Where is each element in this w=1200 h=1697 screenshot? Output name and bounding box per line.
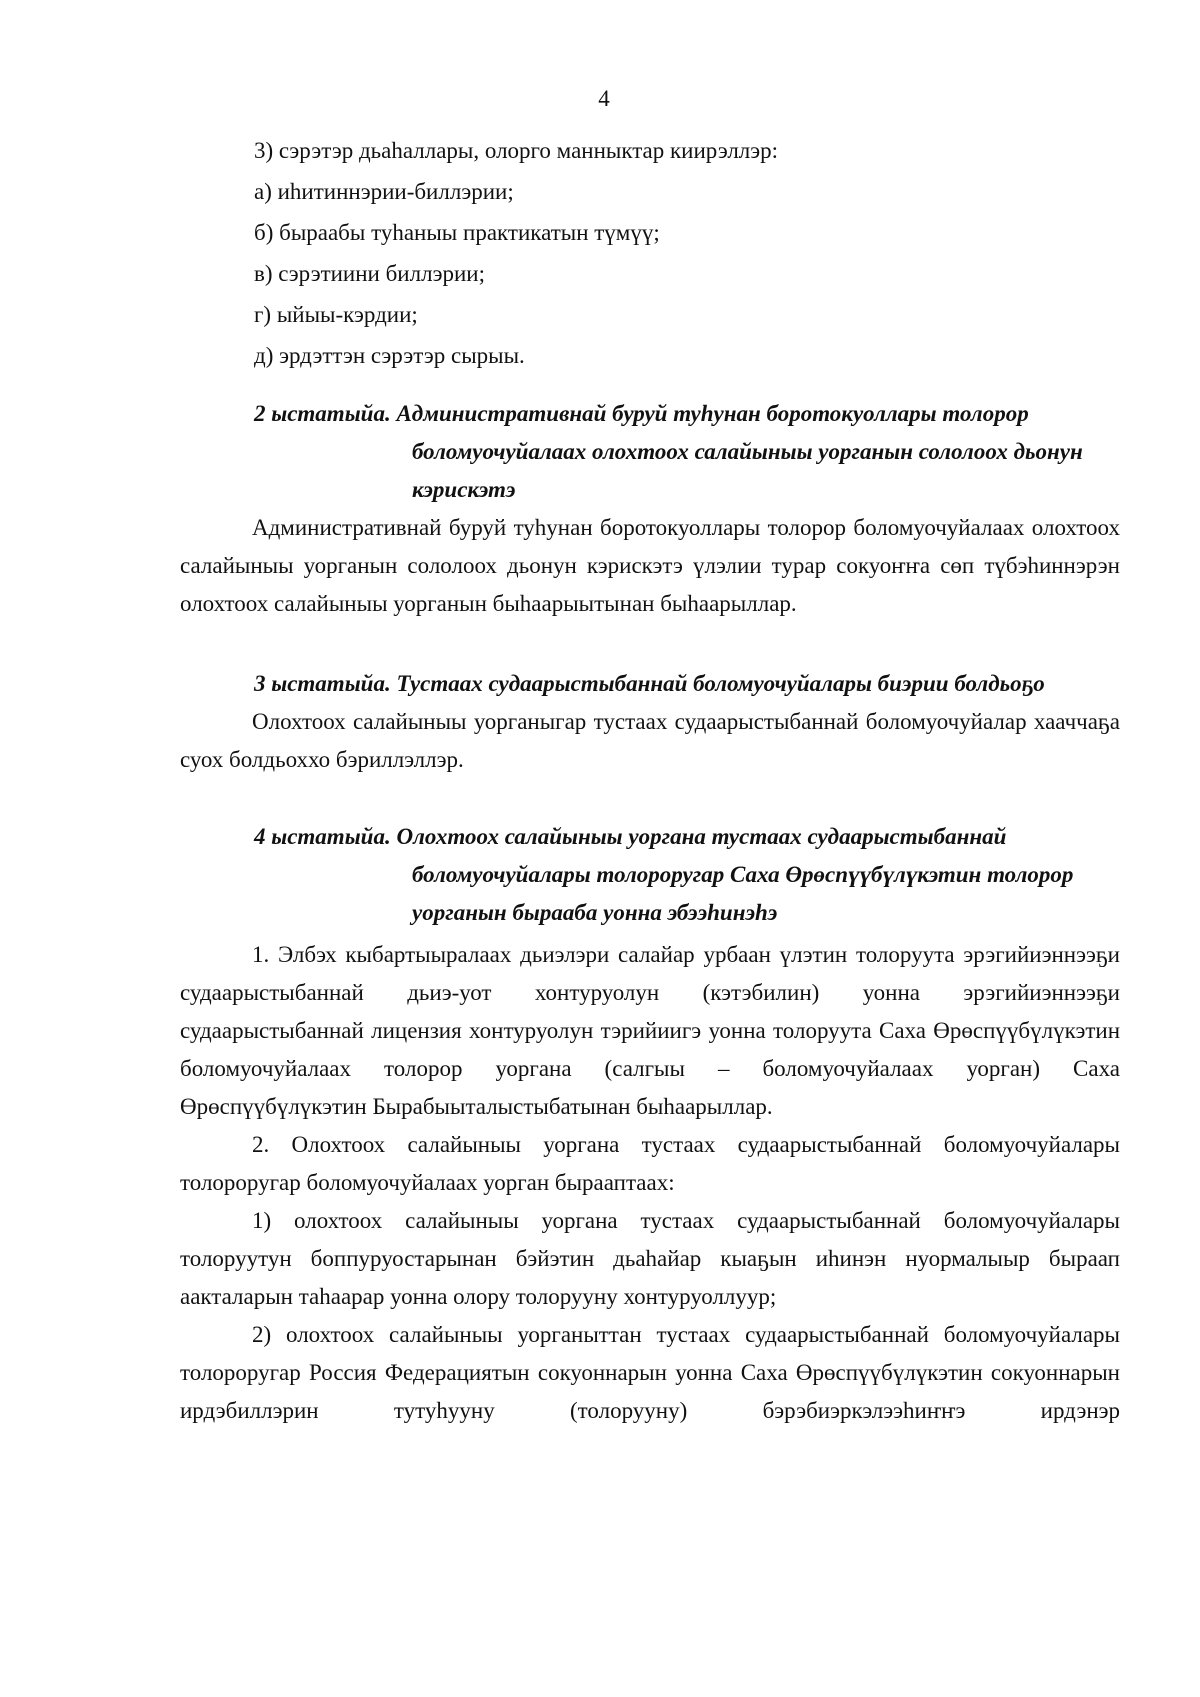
article-paragraph: 1. Элбэх кыбартыыралаах дьиэлэри салайар урбаан үлэтин толоруута эрэгийиэннээҕи судаарыстыбаннай дьиэ-уот хонтуруолун (кэтэбилин) уонна эрэгийиэннээҕи судаарыстыбаннай лицензия хонтуруолун тэрийиигэ уонна толоруута Саха Өрөспүүбүлүкэтин боломуочуйалаах толорор уоргана (салгыы – боломуочуйалаах уорган) Саха Өрөспүүбүлүкэтин Бырабыыталыстыбатынан быһаарыллар.	[180, 942, 1120, 1119]
article-3	[180, 665, 1120, 779]
page-number: 4	[598, 86, 610, 111]
article-paragraph: Административнай буруй туһунан боротокуоллары толорор боломуочуйалаах олохтоох салайыныы уорганын сололоох дьонун кэрискэтэ үлэлии турар сокуоҥҥа сөп түбэһиннэрэн олохтоох салайыныы уорганын быһаарыытынан быһаарыллар.	[180, 515, 1120, 616]
list-item: 3) сэрэтэр дьаһаллары, олорго манныктар киирэллэр:	[254, 138, 779, 163]
article-paragraph: 1) олохтоох салайыныы уоргана тустаах судаарыстыбаннай боломуочуйалары толоруутун боппуруостарынан бэйэтин дьаһайар кыаҕын иһинэн нуормалыыр быраап аакталарын таһаарар уонна олору толорууну хонтуруоллуур;	[180, 1208, 1120, 1309]
article-2	[180, 395, 1120, 623]
list-item: б) быраабы туһаныы практикатын түмүү;	[254, 220, 660, 245]
list-item: а) иһитиннэрии-биллэрии;	[254, 179, 514, 204]
article-number: 2 ыстатыйа.	[254, 401, 391, 426]
article-heading	[180, 665, 1120, 703]
article-number: 4 ыстатыйа.	[254, 824, 391, 849]
article-heading	[180, 818, 1120, 932]
list-item: д) эрдэттэн сэрэтэр сырыы.	[254, 343, 525, 368]
article-title: Административнай буруй туһунан боротокуоллары толорор	[396, 401, 1029, 426]
list-item: в) сэрэтиини биллэрии;	[254, 261, 485, 286]
article-title-continued: боломуочуйалаах олохтоох салайыныы уорганын сололоох дьонун кэрискэтэ	[412, 439, 1083, 502]
article-paragraph: Олохтоох салайыныы уорганыгар тустаах судаарыстыбаннай боломуочуйалар хааччаҕа суох болдьоххо бэриллэллэр.	[180, 709, 1120, 772]
article-title-continued: боломуочуйалары толороругар Саха Өрөспүүбүлүкэтин толорор уорганын бырааба уонна эбээһинэһэ	[412, 862, 1074, 925]
article-paragraph: 2. Олохтоох салайыныы уоргана тустаах судаарыстыбаннай боломуочуйалары толороругар боломуочуйалаах уорган бырааптаах:	[180, 1132, 1120, 1195]
article-number: 3 ыстатыйа.	[254, 671, 391, 696]
measures-list	[254, 132, 778, 378]
article-heading	[180, 395, 1120, 509]
article-title: Олохтоох салайыныы уоргана тустаах судаарыстыбаннай	[396, 824, 1007, 849]
article-title: Тустаах судаарыстыбаннай боломуочуйалары биэрии болдьоҕо	[396, 671, 1045, 696]
list-item: г) ыйыы-кэрдии;	[254, 302, 418, 327]
article-paragraph: 2) олохтоох салайыныы уорганыттан тустаах судаарыстыбаннай боломуочуйалары толороругар Россия Федерациятын сокуоннарын уонна Саха Өрөспүүбүлүкэтин сокуоннарын ирдэбиллэрин тутуһууну (толорууну) бэрэбиэркэлээһиҥҥэ ирдэнэр	[180, 1322, 1120, 1423]
article-4	[180, 818, 1120, 1430]
